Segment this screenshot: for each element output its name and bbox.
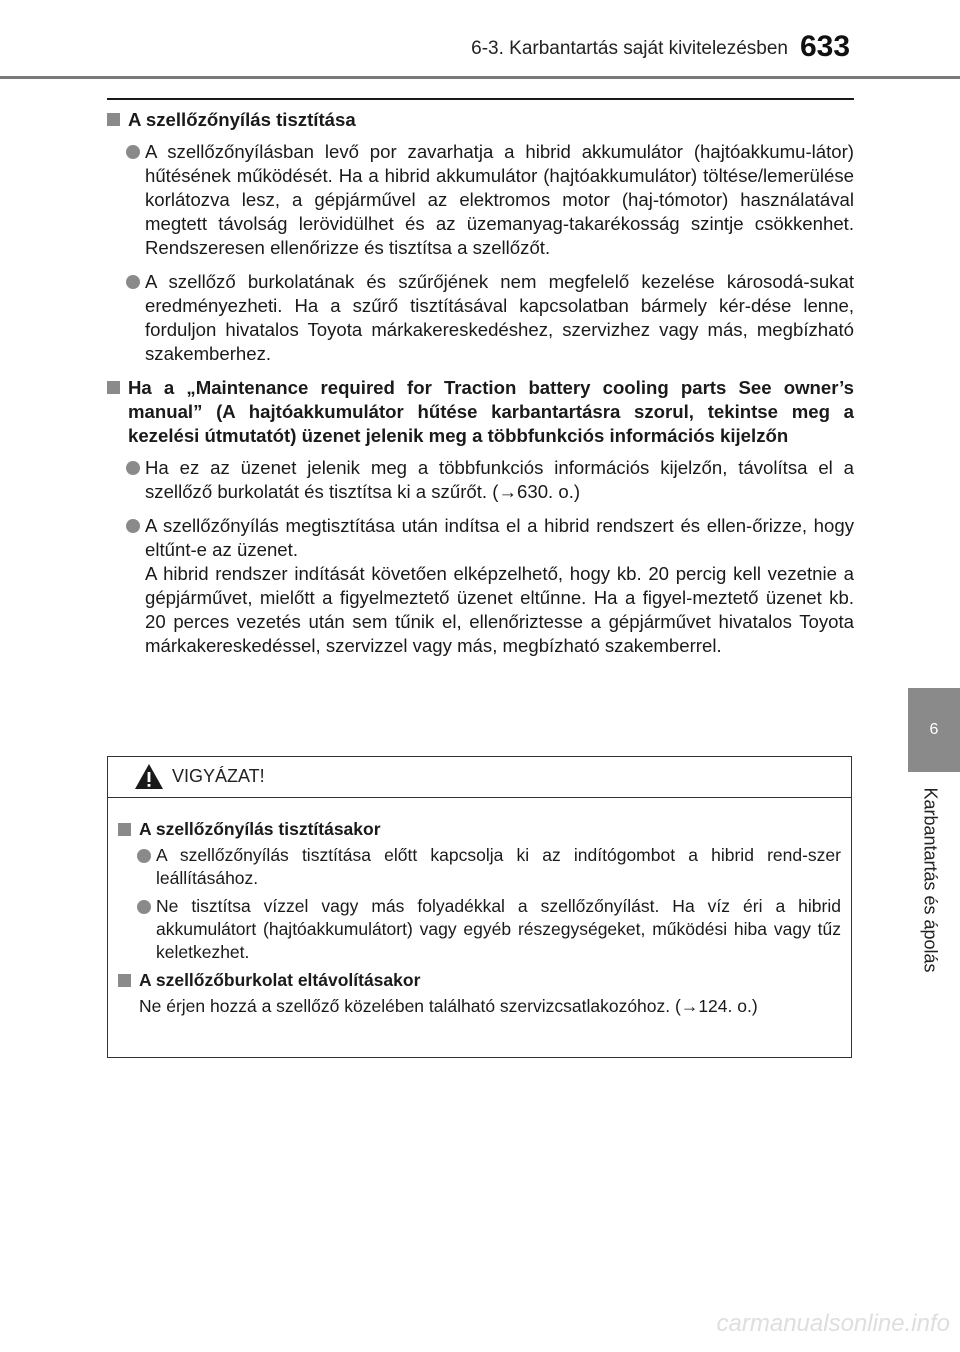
bullet-text: A szellőzőnyílás tisztítása előtt kapcsolja ki az indítógombot a hibrid rend-szer leállításához. xyxy=(156,845,841,888)
bullet-item xyxy=(107,140,854,260)
circle-bullet-icon xyxy=(137,900,151,914)
square-bullet-icon xyxy=(118,974,131,987)
bullet-item xyxy=(107,456,854,504)
warning-triangle-icon xyxy=(134,763,164,790)
caution-heading: A szellőzőnyílás tisztításakor xyxy=(118,818,841,841)
circle-bullet-icon xyxy=(126,275,140,289)
bullet-text: A szellőzőnyílás megtisztítása után indítsa el a hibrid rendszert és ellen-őrizze, hogy eltűnt-e az üzenet. xyxy=(145,515,854,560)
square-bullet-icon xyxy=(107,113,120,126)
section-heading: A szellőzőnyílás tisztítása xyxy=(107,108,854,132)
bullet-text: A szellőzőnyílásban levő por zavarhatja a hibrid akkumulátor (hajtóakkumu-látor) hűtésének működését. Ha a hibrid akkumulátor (hajtóakkumulátor) töltése/lemerülése korlátozva lesz, a gépjárművel az elektromos motor (haj-tómotor) használatával megtett távolság lerövidülhet és az üzemanyag-takarékosság szintje csökkenhet. Rendszeresen ellenőrizze és tisztítsa a szellőzőt. xyxy=(145,141,854,258)
circle-bullet-icon xyxy=(126,461,140,475)
chapter-tab xyxy=(908,688,960,772)
page-number: 633 xyxy=(800,30,851,63)
header-divider xyxy=(0,76,960,79)
content-divider xyxy=(107,98,854,100)
caution-body xyxy=(108,798,851,1018)
bullet-text-continued: A hibrid rendszer indítását követően elképzelhető, hogy kb. 20 percig kell vezetnie a gépjárművet, mielőtt a figyelmeztető üzenet eltűnne. Ha a figyel-meztető üzenet kb. 20 perces vezetés után sem tűnik el, ellenőriztesse a gépjárművet hivatalos Toyota márkakereskedéssel, szervizzel vagy más, megbízható szakemberrel. xyxy=(145,563,854,656)
square-bullet-icon xyxy=(118,823,131,836)
watermark: carmanualsonline.info xyxy=(716,1310,950,1337)
section-title: 6-3. Karbantartás saját kivitelezésben xyxy=(471,38,788,59)
caution-text: Ne érjen hozzá a szellőző közelében található szervizcsatlakozóhoz. (→124. o.) xyxy=(139,996,758,1016)
circle-bullet-icon xyxy=(126,519,140,533)
caution-bullet xyxy=(118,844,841,890)
caution-box xyxy=(107,756,852,1058)
circle-bullet-icon xyxy=(126,145,140,159)
bullet-item xyxy=(107,514,854,658)
bullet-item xyxy=(107,270,854,366)
circle-bullet-icon xyxy=(137,849,151,863)
square-bullet-icon xyxy=(107,381,120,394)
caution-header xyxy=(108,757,851,798)
caution-bullet xyxy=(118,895,841,964)
section-heading: Ha a „Maintenance required for Traction battery cooling parts See owner’s manual” (A hajtóakkumulátor hűtése karbantartásra szorul, tekintse meg a kezelési útmutatót) üzenet jelenik meg a többfunkciós információs kijelzőn xyxy=(107,376,854,448)
caution-title: VIGYÁZAT! xyxy=(172,766,265,786)
caution-heading: A szellőzőburkolat eltávolításakor xyxy=(118,969,841,992)
bullet-text: Ne tisztítsa vízzel vagy más folyadékkal a szellőzőnyílást. Ha víz éri a hibrid akkumulátort (hajtóakkumulátort) vagy egyéb részegységeket, működési hiba vagy tűz keletkezhet. xyxy=(156,896,841,962)
main-content xyxy=(107,108,854,668)
chapter-number: 6 xyxy=(929,721,939,738)
bullet-text: A szellőző burkolatának és szűrőjének nem megfelelő kezelése károsodá-sukat eredményezheti. Ha a szűrő tisztításával kapcsolatban bármely kér-dése lenne, forduljon hivatalos Toyota márkakereskedéshez, szervizhez vagy más, megbízható szakemberhez. xyxy=(145,271,854,364)
bullet-text: Ha ez az üzenet jelenik meg a többfunkciós információs kijelzőn, távolítsa el a szellőző burkolatát és tisztítsa ki a szűrőt. (→630. o.) xyxy=(145,457,854,502)
chapter-title: Karbantartás és ápolás xyxy=(920,787,941,973)
